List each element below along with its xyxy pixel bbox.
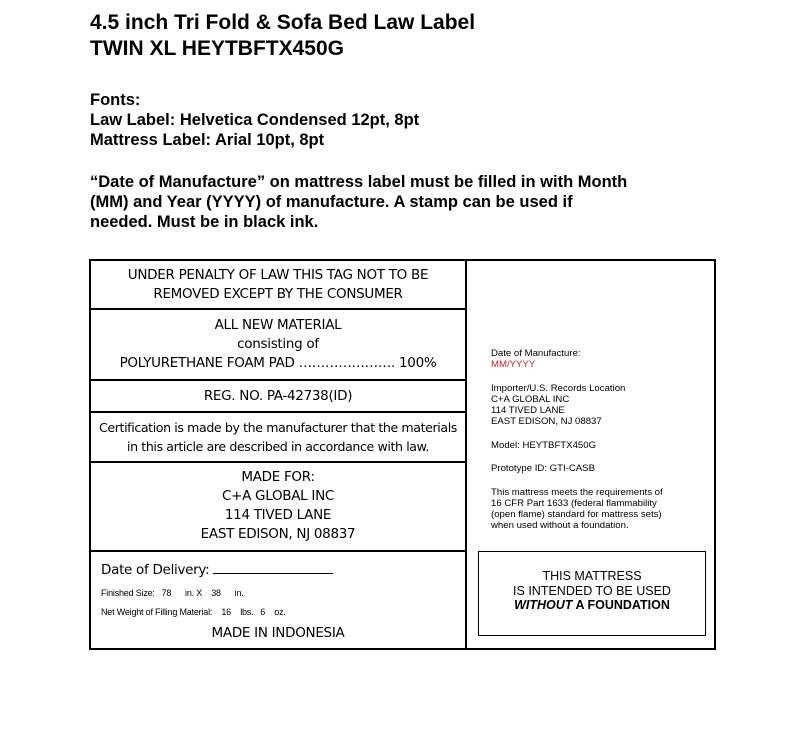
made-for-section bbox=[91, 468, 465, 544]
finished-size: Finished Size: 78 in. X 38 in. bbox=[101, 588, 244, 598]
law-label-box bbox=[89, 259, 716, 650]
foundation-notice-box bbox=[478, 551, 706, 636]
date-of-delivery-label: Date of Delivery: bbox=[101, 562, 210, 578]
notice-line1: THIS MATTRESS bbox=[542, 569, 642, 583]
divider-4 bbox=[91, 461, 465, 463]
requirements-line3: (open flame) standard for mattress sets) bbox=[491, 509, 662, 520]
date-of-manufacture-value: MM/YYYY bbox=[491, 359, 536, 370]
prototype-id: Prototype ID: GTI-CASB bbox=[491, 463, 595, 474]
mattress-label-panel bbox=[467, 261, 714, 648]
material-section bbox=[91, 316, 465, 373]
made-in-indonesia: MADE IN INDONESIA bbox=[211, 625, 345, 641]
divider-1 bbox=[91, 308, 465, 310]
fonts-law-label: Law Label: Helvetica Condensed 12pt, 8pt bbox=[90, 111, 420, 129]
certification-section bbox=[91, 418, 465, 456]
penalty-section bbox=[91, 266, 465, 304]
notice-without: WITHOUT bbox=[514, 598, 573, 612]
header-title-line1: 4.5 inch Tri Fold & Sofa Bed Law Label bbox=[90, 11, 476, 34]
importer-heading: Importer/U.S. Records Location bbox=[491, 383, 626, 394]
reg-number: REG. NO. PA-42738(ID) bbox=[203, 388, 353, 404]
notice-line2: IS INTENDED TO BE USED bbox=[513, 583, 671, 598]
law-label-panel bbox=[91, 261, 465, 648]
reg-section bbox=[91, 387, 465, 406]
importer-company: C+A GLOBAL INC bbox=[491, 394, 570, 405]
material-line1: ALL NEW MATERIAL bbox=[214, 317, 342, 333]
requirements-line2: 16 CFR Part 1633 (federal flammability bbox=[491, 498, 657, 509]
requirements-line1: This mattress meets the requirements of bbox=[491, 487, 663, 498]
divider-2 bbox=[91, 379, 465, 381]
importer-street: 114 TIVED LANE bbox=[491, 405, 565, 416]
certification-line2: in this article are described in accordance with law. bbox=[127, 439, 429, 454]
date-of-delivery-blank bbox=[213, 559, 333, 574]
requirements-line4: when used without a foundation. bbox=[491, 520, 629, 531]
certification-line1: Certification is made by the manufacturer that the materials bbox=[99, 420, 457, 435]
made-for-city: EAST EDISON, NJ 08837 bbox=[200, 526, 356, 542]
fonts-heading: Fonts: bbox=[90, 91, 141, 109]
made-for-company: C+A GLOBAL INC bbox=[221, 488, 334, 504]
net-weight: Net Weight of Filling Material: 16 lbs. 6 oz. bbox=[101, 607, 286, 617]
header-title-line2: TWIN XL HEYTBFTX450G bbox=[90, 37, 344, 60]
notice-line3 bbox=[479, 598, 705, 613]
delivery-section bbox=[101, 559, 465, 580]
manufacture-note-line3: needed. Must be in black ink. bbox=[90, 213, 319, 231]
penalty-line2: REMOVED EXCEPT BY THE CONSUMER bbox=[153, 286, 403, 302]
divider-3 bbox=[91, 411, 465, 413]
penalty-line1: UNDER PENALTY OF LAW THIS TAG NOT TO BE bbox=[127, 267, 429, 283]
manufacture-note-line1: “Date of Manufacture” on mattress label must be filled in with Month bbox=[90, 173, 628, 191]
divider-5 bbox=[91, 550, 465, 552]
model-number: Model: HEYTBFTX450G bbox=[491, 440, 597, 451]
made-for-heading: MADE FOR: bbox=[241, 469, 315, 485]
material-line2: consisting of bbox=[237, 336, 319, 352]
fonts-mattress-label: Mattress Label: Arial 10pt, 8pt bbox=[90, 131, 325, 149]
manufacture-note-line2: (MM) and Year (YYYY) of manufacture. A stamp can be used if bbox=[90, 193, 573, 211]
made-for-street: 114 TIVED LANE bbox=[224, 507, 332, 523]
material-line3: POLYURETHANE FOAM PAD …………………. 100% bbox=[119, 355, 437, 371]
notice-foundation: A FOUNDATION bbox=[572, 598, 670, 612]
date-of-manufacture-label: Date of Manufacture: bbox=[491, 348, 581, 359]
importer-city: EAST EDISON, NJ 08837 bbox=[491, 416, 602, 427]
